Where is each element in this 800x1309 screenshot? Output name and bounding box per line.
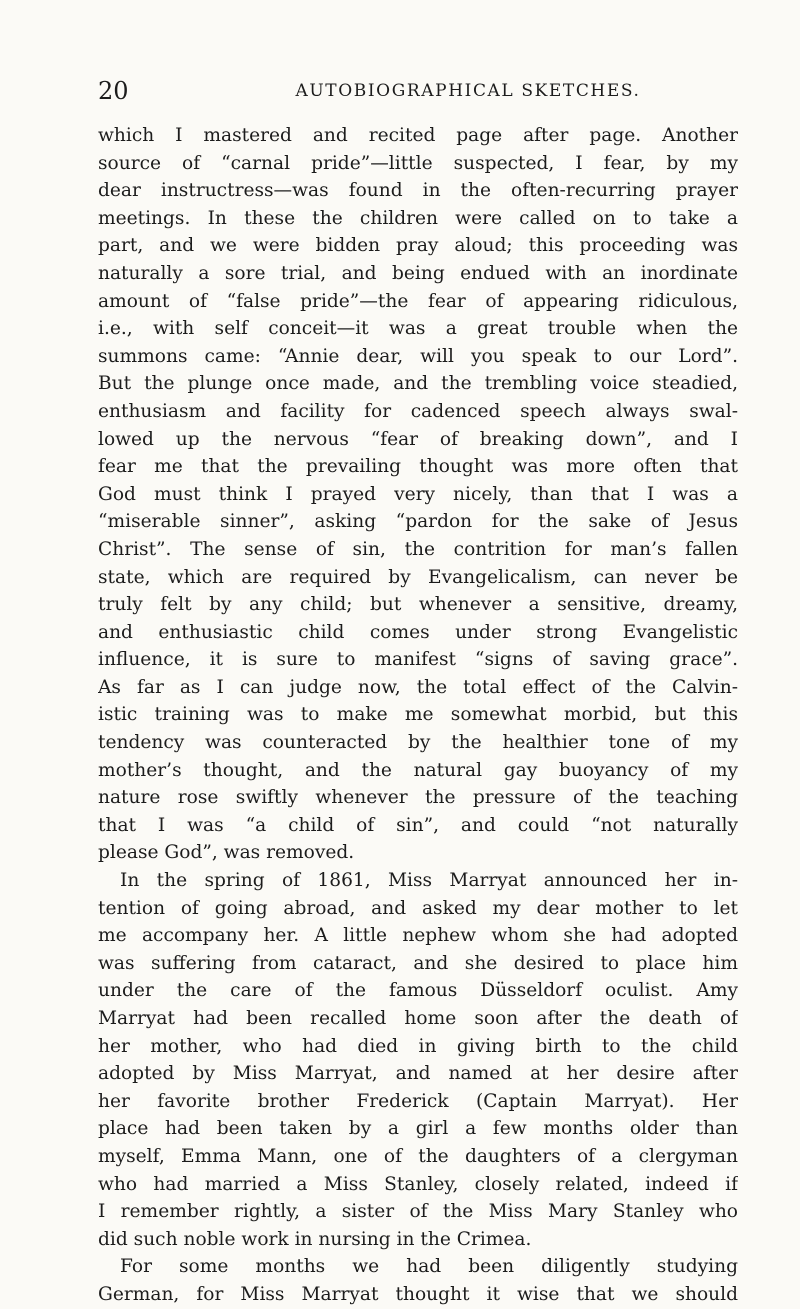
- text-line: Marryat had been recalled home soon after the death of: [98, 1008, 738, 1029]
- paragraph-start-line: For some months we had been diligently studying: [120, 1256, 738, 1278]
- body-text: [98, 122, 738, 1309]
- text-line: and enthusiastic child comes under strong Evangelistic: [98, 621, 738, 643]
- text-line: tention of going abroad, and asked my dear mother to let: [98, 897, 738, 919]
- text-line: under the care of the famous Düsseldorf oculist. Amy: [98, 980, 738, 1002]
- text-line: Christ”. The sense of sin, the contrition for man’s fallen: [98, 538, 738, 560]
- text-line: naturally a sore trial, and being endued with an inordinate: [98, 262, 738, 284]
- text-line: her favorite brother Frederick (Captain Marryat). Her: [98, 1090, 738, 1112]
- text-line: i.e., with self conceit—it was a great trouble when the: [98, 318, 738, 340]
- text-line: part, and we were bidden pray aloud; this proceeding was: [98, 235, 738, 257]
- text-line: who had married a Miss Stanley, closely related, indeed if: [98, 1173, 738, 1195]
- text-line: that I was “a child of sin”, and could “not naturally: [98, 814, 738, 836]
- text-line: God must think I prayed very nicely, than that I was a: [98, 483, 738, 505]
- text-line: me accompany her. A little nephew whom she had adopted: [98, 925, 738, 947]
- text-line: “miserable sinner”, asking “pardon for the sake of Jesus: [98, 511, 738, 533]
- text-line: which I mastered and recited page after page. Another: [98, 125, 738, 146]
- text-line: I remember rightly, a sister of the Miss Mary Stanley who: [98, 1201, 738, 1223]
- text-line: state, which are required by Evangelicalism, can never be: [98, 566, 738, 588]
- text-line: tendency was counteracted by the healthier tone of my: [98, 732, 738, 754]
- text-line: istic training was to make me somewhat morbid, but this: [98, 704, 738, 726]
- paragraph-end-line: did such noble work in nursing in the Crimea.: [98, 1228, 532, 1250]
- page-header: [98, 76, 738, 106]
- text-line: enthusiasm and facility for cadenced speech always swal-: [98, 400, 738, 422]
- text-line: influence, it is sure to manifest “signs of saving grace”.: [98, 649, 738, 671]
- text-line: lowed up the nervous “fear of breaking down”, and I: [98, 428, 738, 450]
- text-line: myself, Emma Mann, one of the daughters of a clergyman: [98, 1145, 738, 1167]
- paragraph-end-line: please God”, was removed.: [98, 842, 355, 864]
- paragraph-start-line: In the spring of 1861, Miss Marryat announced her in-: [120, 870, 738, 892]
- page-number: 20: [98, 77, 129, 105]
- text-line: meetings. In these the children were called on to take a: [98, 207, 738, 229]
- text-line: source of “carnal pride”—little suspected, I fear, by my: [98, 152, 738, 174]
- text-line: mother’s thought, and the natural gay buoyancy of my: [98, 759, 738, 781]
- text-line: nature rose swiftly whenever the pressure of the teaching: [98, 787, 738, 809]
- text-line: amount of “false pride”—the fear of appearing ridiculous,: [98, 290, 738, 312]
- text-line: But the plunge once made, and the trembling voice steadied,: [98, 373, 738, 395]
- text-line: dear instructress—was found in the often-recurring prayer: [98, 180, 738, 202]
- text-line: her mother, who had died in giving birth to the child: [98, 1035, 738, 1057]
- running-head: AUTOBIOGRAPHICAL SKETCHES.: [295, 81, 641, 101]
- text-line: place had been taken by a girl a few months older than: [98, 1118, 738, 1140]
- text-line: As far as I can judge now, the total effect of the Calvin-: [98, 676, 738, 698]
- text-line: truly felt by any child; but whenever a sensitive, dreamy,: [98, 594, 738, 616]
- text-line: adopted by Miss Marryat, and named at her desire after: [98, 1063, 738, 1085]
- text-line: summons came: “Annie dear, will you speak to our Lord”.: [98, 345, 738, 367]
- text-line: fear me that the prevailing thought was more often that: [98, 456, 738, 478]
- text-line: German, for Miss Marryat thought it wise that we should: [98, 1283, 738, 1305]
- text-line: was suffering from cataract, and she desired to place him: [98, 952, 738, 974]
